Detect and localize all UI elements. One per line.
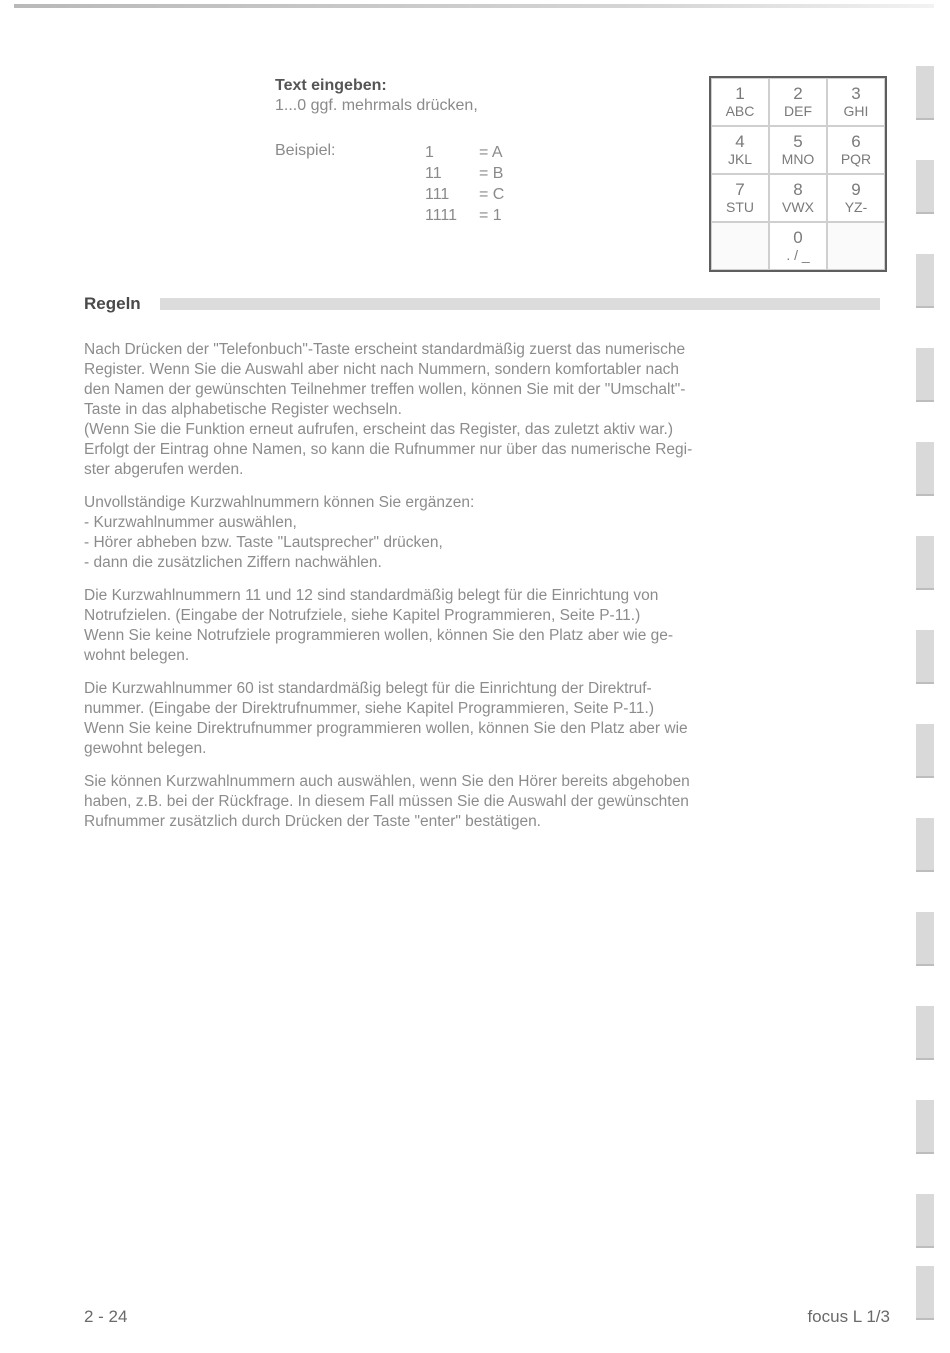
text-line: gewohnt belegen. [84, 740, 207, 757]
text-line: Rufnummer zusätzlich durch Drücken der Taste "enter" bestätigen. [84, 813, 541, 830]
text-line: Sie können Kurzwahlnummern auch auswählen, wenn Sie den Hörer bereits abgehoben [84, 773, 690, 790]
text-line: (Wenn Sie die Funktion erneut aufrufen, erscheint das Register, das zuletzt aktiv war.) [84, 421, 674, 438]
example-keys: 111 [425, 186, 450, 203]
key-digit: 7 [735, 180, 745, 199]
keypad-diagram [709, 76, 887, 272]
key-digit: 4 [735, 132, 745, 151]
page-number: 2 - 24 [84, 1307, 128, 1326]
key-letters: VWX [782, 199, 814, 215]
body-text [84, 340, 884, 845]
paragraph [84, 493, 884, 573]
paragraph [84, 679, 884, 759]
key-letters: MNO [781, 151, 815, 167]
key-letters: ABC [725, 103, 755, 119]
text-line: den Namen der gewünschten Teilnehmer treffen wollen, können Sie mit der "Umschalt"- [84, 381, 686, 398]
example-result: = A [479, 144, 503, 161]
example-keys: 1111 [425, 207, 458, 224]
keypad-key-9 [827, 174, 885, 222]
key-digit: 8 [793, 180, 803, 199]
text-line: - dann die zusätzlichen Ziffern nachwählen. [84, 554, 382, 571]
example-row [425, 205, 504, 226]
keypad-key-2 [769, 78, 827, 126]
example-row [425, 184, 504, 205]
text-line: nummer. (Eingabe der Direktrufnummer, siehe Kapitel Programmieren, Seite P-11.) [84, 700, 655, 717]
key-letters: JKL [727, 151, 753, 167]
key-digit: 3 [851, 84, 861, 103]
keypad-key-4 [711, 126, 769, 174]
chapter-tab [916, 912, 934, 966]
key-digit: 1 [735, 84, 745, 103]
example-result: = 1 [479, 207, 502, 224]
section-bar [160, 298, 880, 310]
text-line: Notrufzielen. (Eingabe der Notrufziele, siehe Kapitel Programmieren, Seite P-11.) [84, 607, 641, 624]
keypad-key-0 [769, 222, 827, 270]
chapter-tab [916, 1266, 934, 1320]
keypad-key-6 [827, 126, 885, 174]
example-result: = B [479, 165, 504, 182]
text-line: - Kurzwahlnummer auswählen, [84, 514, 297, 531]
chapter-tab [916, 66, 934, 120]
chapter-tab [916, 1194, 934, 1248]
keypad-key-5 [769, 126, 827, 174]
chapter-tab [916, 348, 934, 402]
chapter-tab [916, 254, 934, 308]
text-line: Erfolgt der Eintrag ohne Namen, so kann die Rufnummer nur über das numerische Regi- [84, 441, 693, 458]
product-name: focus L 1/3 [807, 1307, 890, 1326]
section-header [84, 292, 880, 316]
chapter-tab [916, 442, 934, 496]
text-line: Wenn Sie keine Direktrufnummer programmieren wollen, können Sie den Platz aber wie [84, 720, 688, 737]
key-letters: YZ- [844, 199, 868, 215]
top-rule [14, 4, 934, 8]
chapter-tab [916, 160, 934, 214]
text-line: ster abgerufen werden. [84, 461, 244, 478]
example-label: Beispiel: [275, 142, 336, 159]
key-letters: PQR [840, 151, 872, 167]
key-letters: DEF [784, 103, 812, 119]
key-digit: 0 [793, 228, 803, 247]
chapter-tab [916, 536, 934, 590]
keypad-key-1 [711, 78, 769, 126]
chapter-tab [916, 630, 934, 684]
text-line: Unvollständige Kurzwahlnummern können Sie ergänzen: [84, 494, 475, 511]
key-digit: 2 [793, 84, 803, 103]
key-letters: . / _ [786, 247, 810, 263]
chapter-tab [916, 818, 934, 872]
key-letters: GHI [843, 103, 869, 119]
key-digit: 6 [851, 132, 861, 151]
keypad-key-7 [711, 174, 769, 222]
chapter-tab [916, 724, 934, 778]
paragraph [84, 772, 884, 832]
text-line: - Hörer abheben bzw. Taste "Lautsprecher" drücken, [84, 534, 443, 551]
example-keys: 1 [425, 144, 434, 161]
chapter-tabs [916, 66, 934, 1326]
paragraph [84, 340, 884, 480]
keypad-key-3 [827, 78, 885, 126]
text-entry-block [275, 76, 575, 224]
chapter-tab [916, 1100, 934, 1154]
section-title: Regeln [84, 294, 141, 313]
paragraph [84, 586, 884, 666]
text-entry-instruction: 1...0 ggf. mehrmals drücken, [275, 97, 478, 114]
example-result: = C [479, 186, 505, 203]
keypad-key-8 [769, 174, 827, 222]
text-entry-title: Text eingeben: [275, 77, 387, 94]
example-rows [425, 142, 504, 226]
key-digit: 5 [793, 132, 803, 151]
text-line: Die Kurzwahlnummern 11 und 12 sind standardmäßig belegt für die Einrichtung von [84, 587, 659, 604]
text-line: Wenn Sie keine Notrufziele programmieren wollen, können Sie den Platz aber wie ge- [84, 627, 674, 644]
text-line: wohnt belegen. [84, 647, 190, 664]
example-keys: 11 [425, 165, 442, 182]
example-row [425, 142, 504, 163]
text-line: haben, z.B. bei der Rückfrage. In diesem Fall müssen Sie die Auswahl der gewünschten [84, 793, 689, 810]
text-line: Register. Wenn Sie die Auswahl aber nicht nach Nummern, sondern komfortabler nach [84, 361, 680, 378]
text-line: Die Kurzwahlnummer 60 ist standardmäßig belegt für die Einrichtung der Direktruf- [84, 680, 652, 697]
key-digit: 9 [851, 180, 861, 199]
text-line: Taste in das alphabetische Register wechseln. [84, 401, 402, 418]
key-letters: STU [726, 199, 754, 215]
text-line: Nach Drücken der "Telefonbuch"-Taste erscheint standardmäßig zuerst das numerische [84, 341, 686, 358]
example-row [425, 163, 504, 184]
keypad-key-blank [827, 222, 885, 270]
chapter-tab [916, 1006, 934, 1060]
keypad-key-blank [711, 222, 769, 270]
